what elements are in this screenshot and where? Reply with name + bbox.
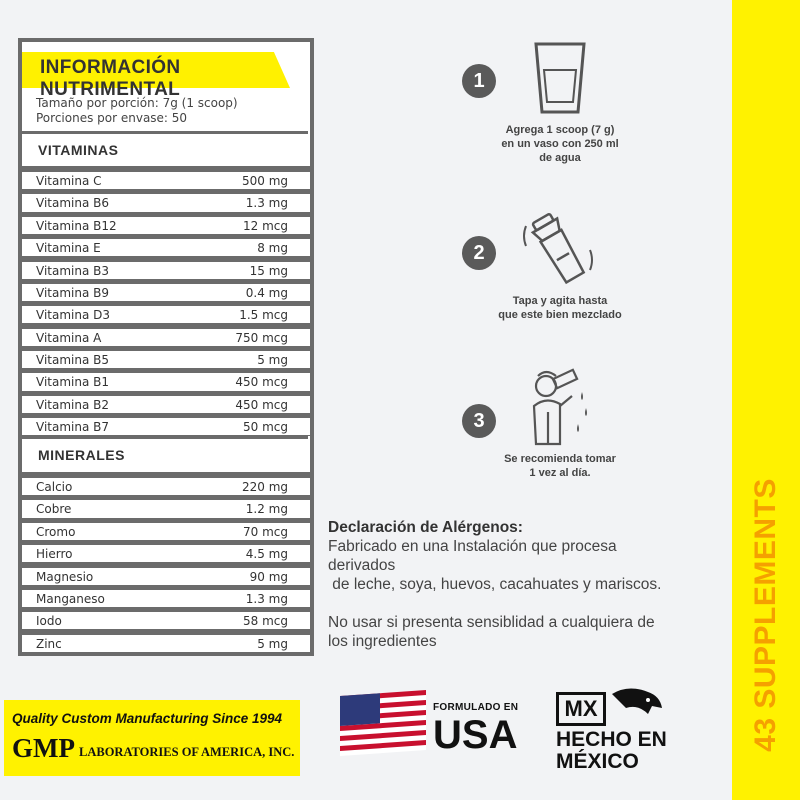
- nutrient-amount: 220 mg: [241, 480, 288, 494]
- nutrient-amount: 4.5 mg: [245, 547, 288, 562]
- nutrient-name: Hierro: [36, 547, 73, 562]
- nutrient-amount: 450 mcg: [235, 397, 288, 412]
- nutrient-amount: 450 mcg: [235, 375, 288, 390]
- nutrient-row: [22, 476, 310, 495]
- nutrient-row: [22, 588, 310, 607]
- gmp-tagline: Quality Custom Manufacturing Since 1994: [12, 711, 283, 726]
- nutrient-amount: 1.3 mg: [245, 591, 288, 606]
- step-3-text: Se recomienda tomar 1 vez al día.: [504, 453, 616, 479]
- nutrient-amount: 750 mcg: [235, 330, 288, 345]
- nutrient-name: Calcio: [36, 480, 73, 494]
- step-2-text: Tapa y agita hasta que este bien mezclado: [498, 295, 622, 321]
- gmp-company: LABORATORIES OF AMERICA, INC.: [79, 745, 295, 759]
- nutrient-name: Vitamina B3: [36, 263, 110, 278]
- nutrient-amount: 15 mg: [249, 263, 288, 278]
- glass-icon: [530, 40, 590, 116]
- nutrient-name: Vitamina B12: [36, 218, 117, 233]
- nutrient-name: Vitamina A: [36, 330, 102, 345]
- nutrient-row: [22, 610, 310, 629]
- nutrient-row: [22, 543, 310, 562]
- nutrient-name: Vitamina D3: [36, 308, 111, 323]
- gmp-mark: GMP: [12, 733, 75, 763]
- nutrient-row: [22, 215, 310, 234]
- nutrient-name: Vitamina E: [36, 241, 101, 256]
- nutrient-amount: 1.5 mcg: [239, 308, 288, 323]
- allergen-declaration: Declaración de Alérgenos: Fabricado en una Instalación que procesa derivados de leche, soya, huevos, cacahuates y mariscos. No usar si presenta sensiblidad a cualquiera de los ingredientes: [328, 518, 728, 651]
- nutrient-row: [22, 327, 310, 346]
- nutrient-amount: 5 mg: [257, 636, 288, 651]
- nutrient-row: [22, 566, 310, 585]
- nutrient-name: Vitamina B6: [36, 196, 110, 211]
- nutrient-name: Vitamina B1: [36, 375, 110, 390]
- nutrient-row: [22, 304, 310, 323]
- nutrient-amount: 50 mcg: [243, 420, 288, 435]
- nutrient-amount: 12 mcg: [243, 218, 288, 233]
- nutrient-name: Manganeso: [36, 591, 105, 606]
- nutrient-row: [22, 237, 310, 256]
- nutrition-header: [18, 40, 310, 100]
- nutrient-row: [22, 633, 310, 652]
- nutrient-name: Vitamina B9: [36, 285, 110, 300]
- nutrient-name: Vitamina B5: [36, 353, 110, 367]
- nutrient-name: Zinc: [36, 636, 62, 651]
- gmp-logo: [4, 700, 300, 776]
- nutrient-name: Vitamina B7: [36, 420, 110, 435]
- nutrient-name: Cromo: [36, 524, 76, 539]
- step-1-text: Agrega 1 scoop (7 g) en un vaso con 250 ml de agua: [501, 124, 619, 164]
- vitamins-heading: VITAMINAS: [22, 131, 308, 164]
- nutrient-row: [22, 498, 310, 517]
- minerals-heading: MINERALES: [22, 436, 308, 469]
- nutrient-name: Vitamina B2: [36, 397, 110, 412]
- nutrient-amount: 1.2 mg: [245, 502, 288, 517]
- mx-badge: MX: [556, 692, 606, 726]
- nutrient-row: [22, 260, 310, 279]
- nutrient-row: [22, 349, 310, 368]
- nutrient-row: [22, 394, 310, 413]
- shaker-icon: [518, 208, 598, 288]
- nutrient-amount: 70 mcg: [243, 524, 288, 539]
- nutrient-amount: 90 mg: [249, 569, 288, 584]
- brand-text: 43 SUPPLEMENTS: [749, 478, 783, 752]
- step-1-number: 1: [462, 64, 496, 98]
- serving-size: Tamaño por porción: 7g (1 scoop): [36, 96, 238, 110]
- minerals-list: [22, 476, 310, 655]
- nutrition-title: INFORMACIÓN NUTRIMENTAL: [40, 57, 181, 100]
- nutrient-amount: 500 mg: [241, 174, 288, 188]
- nutrient-name: Iodo: [36, 614, 62, 629]
- servings-per-container: Porciones por envase: 50: [36, 111, 188, 125]
- nutrient-amount: 1.3 mg: [245, 196, 288, 211]
- sensitivity-warning: No usar si presenta sensiblidad a cualquiera de: [328, 614, 655, 631]
- step-3-number: 3: [462, 404, 496, 438]
- nutrient-row: [22, 371, 310, 390]
- nutrient-row: [22, 521, 310, 540]
- allergen-heading: Declaración de Alérgenos:: [328, 519, 523, 536]
- nutrient-row: [22, 282, 310, 301]
- vitamins-list: [22, 170, 310, 439]
- nutrient-amount: 8 mg: [257, 241, 288, 256]
- nutrient-name: Vitamina C: [36, 174, 102, 188]
- nutrient-amount: 58 mcg: [243, 614, 288, 629]
- nutrient-row: [22, 192, 310, 211]
- formulated-in-usa: FORMULADO EN USA: [433, 702, 519, 757]
- serving-info: [36, 96, 238, 126]
- nutrient-name: Magnesio: [36, 569, 94, 584]
- nutrient-row: [22, 170, 310, 189]
- nutrient-row: [22, 416, 310, 435]
- drinking-person-icon: [520, 366, 596, 446]
- product-info-page: 43 SUPPLEMENTS INFORMACIÓN NUTRIMENTAL Tamaño por porción: 7g (1 scoop) Porciones por envase: 50 VITAMINAS Vitamina C 500 mg Vitamina B6 1.3 mg Vitamina B12 12 mcg Vitamina E 8 mg Vitamina B3 15 mg Vitamina B9 0.4 mg Vitamina D3 1.5 mcg Vitamina A 750 mcg Vitamina B5 5 mg Vitamina B1 450 mcg Vitamina B2 450 mcg Vitamina B7 50 mcg MINERALES Calcio 220 mg Cobre 1.2 mg Cromo 70 mcg Hierro 4.5 mg Magnesio 90 mg Manganeso 1.3 mg Iodo 58 mcg Zinc 5 mg 1 Agrega 1 scoop (7 g) en un vaso con 250 ml de agua 2 Tapa y agita hasta que este bien mezclado 3 Se recomienda tomar 1 vez al día. Declaración de Alérgenos: Fabricado en una Instalación que procesa derivados de leche, soya, huevos, cacahuates y mariscos. No usar si presenta sensiblidad a cualquiera de los ingredientes Quality Custom Manufacturing Since 1994 GMP LABORATORIES OF AMERICA, INC. FORMULADO EN USA MX HECHO EN MÉXICO: [0, 0, 800, 800]
- nutrient-name: Cobre: [36, 502, 72, 517]
- nutrient-amount: 0.4 mg: [245, 285, 288, 300]
- step-2-number: 2: [462, 236, 496, 270]
- usa-flag-icon: [340, 688, 428, 758]
- brand-logo: [734, 470, 798, 760]
- eagle-icon: [608, 686, 664, 726]
- nutrient-amount: 5 mg: [257, 353, 288, 367]
